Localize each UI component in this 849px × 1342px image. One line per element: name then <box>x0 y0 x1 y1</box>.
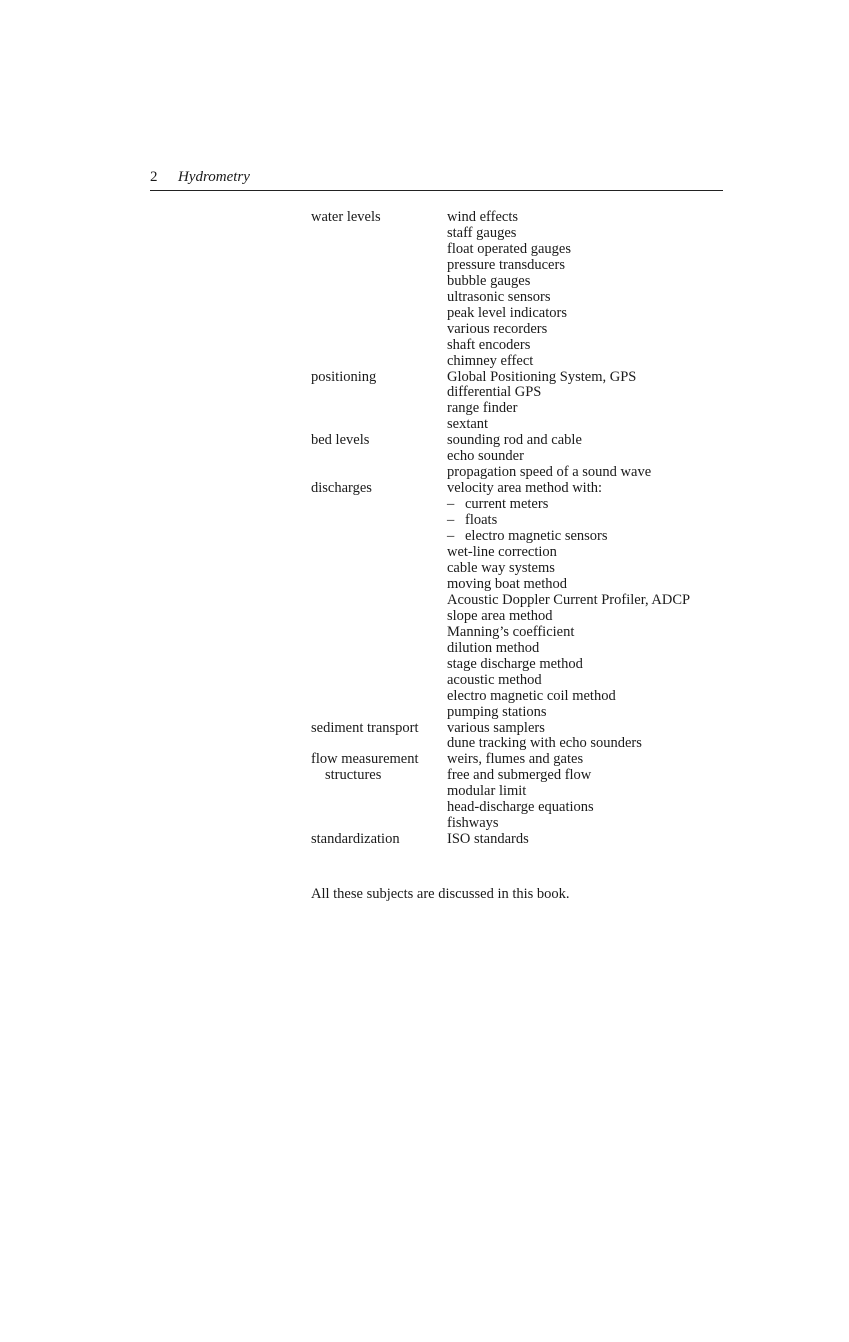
topic-item <box>447 226 731 242</box>
topic-item-text: free and submerged flow <box>447 767 592 784</box>
topic-item-text: slope area method <box>447 607 553 624</box>
topic-item <box>447 689 731 705</box>
dash-bullet: – <box>447 496 455 513</box>
topic-item <box>447 465 731 481</box>
dash-bullet: – <box>447 512 455 529</box>
topic-item <box>447 433 731 449</box>
topic-item-text: differential GPS <box>447 384 542 401</box>
topic-item-text: bubble gauges <box>447 272 531 289</box>
topic-item-text: Manning’s coefficient <box>447 623 575 640</box>
topic-items <box>447 481 731 720</box>
topic-item-text: pressure transducers <box>447 256 565 273</box>
running-head-title: Hydrometry <box>178 169 250 185</box>
topic-group <box>311 752 731 832</box>
topic-items <box>447 752 731 832</box>
topic-label <box>311 721 447 737</box>
topic-item-text: wind effects <box>447 209 518 225</box>
topic-item <box>447 625 731 641</box>
topic-group <box>311 433 731 481</box>
topic-item-text: velocity area method with: <box>447 480 603 497</box>
topic-item <box>447 210 731 226</box>
topic-item <box>447 752 731 768</box>
topic-item <box>447 242 731 258</box>
topic-item-text: wet-line correction <box>447 544 557 561</box>
topic-item <box>447 593 731 609</box>
topic-item-text: electro magnetic sensors <box>465 528 608 545</box>
topic-group <box>311 832 731 848</box>
topic-item <box>447 274 731 290</box>
running-head <box>150 166 723 191</box>
topic-items <box>447 433 731 481</box>
topic-item <box>447 673 731 689</box>
topic-item <box>447 721 731 737</box>
topic-items <box>447 721 731 753</box>
topic-item <box>447 338 731 354</box>
topic-label-line: structures <box>325 767 382 784</box>
topic-item-text: dilution method <box>447 639 540 656</box>
page-number: 2 <box>150 169 158 185</box>
closing-text: All these subjects are discussed in this book. <box>311 885 570 902</box>
topic-item-text: fishways <box>447 815 499 832</box>
topic-label <box>311 370 447 386</box>
topic-item-text: electro magnetic coil method <box>447 687 616 704</box>
topic-item-text: floats <box>465 512 498 529</box>
topic-label <box>311 832 447 848</box>
topic-item <box>447 736 731 752</box>
topic-items <box>447 210 731 370</box>
topic-item <box>447 354 731 370</box>
topic-item <box>447 832 731 848</box>
topic-subitem <box>447 529 731 545</box>
topic-item-text: pumping stations <box>447 703 547 720</box>
topic-item <box>447 385 731 401</box>
topic-item-text: staff gauges <box>447 224 517 241</box>
topic-subitem <box>447 513 731 529</box>
topic-item-text: stage discharge method <box>447 655 583 672</box>
topic-item-text: sextant <box>447 416 489 433</box>
topic-item-text: echo sounder <box>447 448 524 465</box>
topic-label-line: sediment transport <box>311 719 419 736</box>
topic-item-text: weirs, flumes and gates <box>447 751 584 768</box>
topic-item-text: Global Positioning System, GPS <box>447 368 637 385</box>
topic-item-text: shaft encoders <box>447 336 531 353</box>
topic-item-text: acoustic method <box>447 671 542 688</box>
topic-item <box>447 545 731 561</box>
topic-label-line: positioning <box>311 368 377 385</box>
topic-item <box>447 816 731 832</box>
topic-subitem <box>447 497 731 513</box>
topic-label <box>311 481 447 497</box>
topic-label-line: flow measurement <box>311 751 419 768</box>
topic-item <box>447 449 731 465</box>
topic-item-text: float operated gauges <box>447 240 572 257</box>
topic-items <box>447 832 731 848</box>
topic-group <box>311 721 731 753</box>
topic-label <box>311 433 447 449</box>
topic-label <box>311 752 447 784</box>
topic-item-text: sounding rod and cable <box>447 432 582 449</box>
topic-label-line: discharges <box>311 480 372 497</box>
topic-item-text: current meters <box>465 496 549 513</box>
topic-item <box>447 258 731 274</box>
topic-table <box>311 210 731 848</box>
topic-item-text: ultrasonic sensors <box>447 288 551 305</box>
topic-label-line: bed levels <box>311 432 370 449</box>
topic-item-text: peak level indicators <box>447 304 567 321</box>
topic-item <box>447 705 731 721</box>
topic-item-text: chimney effect <box>447 352 534 369</box>
topic-label <box>311 210 447 226</box>
topic-item-text: range finder <box>447 400 518 417</box>
topic-item <box>447 290 731 306</box>
topic-item-text: Acoustic Doppler Current Profiler, ADCP <box>447 591 691 608</box>
topic-label-line: standardization <box>311 831 400 848</box>
topic-label-line: water levels <box>311 209 381 225</box>
topic-item <box>447 322 731 338</box>
topic-item <box>447 417 731 433</box>
topic-item-text: cable way systems <box>447 559 555 576</box>
topic-item-text: various samplers <box>447 719 545 736</box>
topic-item-text: propagation speed of a sound wave <box>447 464 652 481</box>
topic-item <box>447 768 731 784</box>
topic-item <box>447 657 731 673</box>
topic-item <box>447 306 731 322</box>
topic-item <box>447 561 731 577</box>
topic-group <box>311 370 731 434</box>
topic-items <box>447 370 731 434</box>
topic-item <box>447 641 731 657</box>
topic-item-text: moving boat method <box>447 575 568 592</box>
topic-item-text: modular limit <box>447 783 527 800</box>
topic-item <box>447 784 731 800</box>
dash-bullet: – <box>447 528 455 545</box>
topic-item <box>447 370 731 386</box>
topic-item-text: ISO standards <box>447 831 529 848</box>
topic-item-text: dune tracking with echo sounders <box>447 735 642 752</box>
topic-group <box>311 210 731 370</box>
topic-item <box>447 577 731 593</box>
topic-item <box>447 481 731 497</box>
topic-item <box>447 401 731 417</box>
topic-item <box>447 609 731 625</box>
topic-item-text: various recorders <box>447 320 548 337</box>
topic-item <box>447 800 731 816</box>
topic-item-text: head-discharge equations <box>447 799 594 816</box>
topic-group <box>311 481 731 720</box>
